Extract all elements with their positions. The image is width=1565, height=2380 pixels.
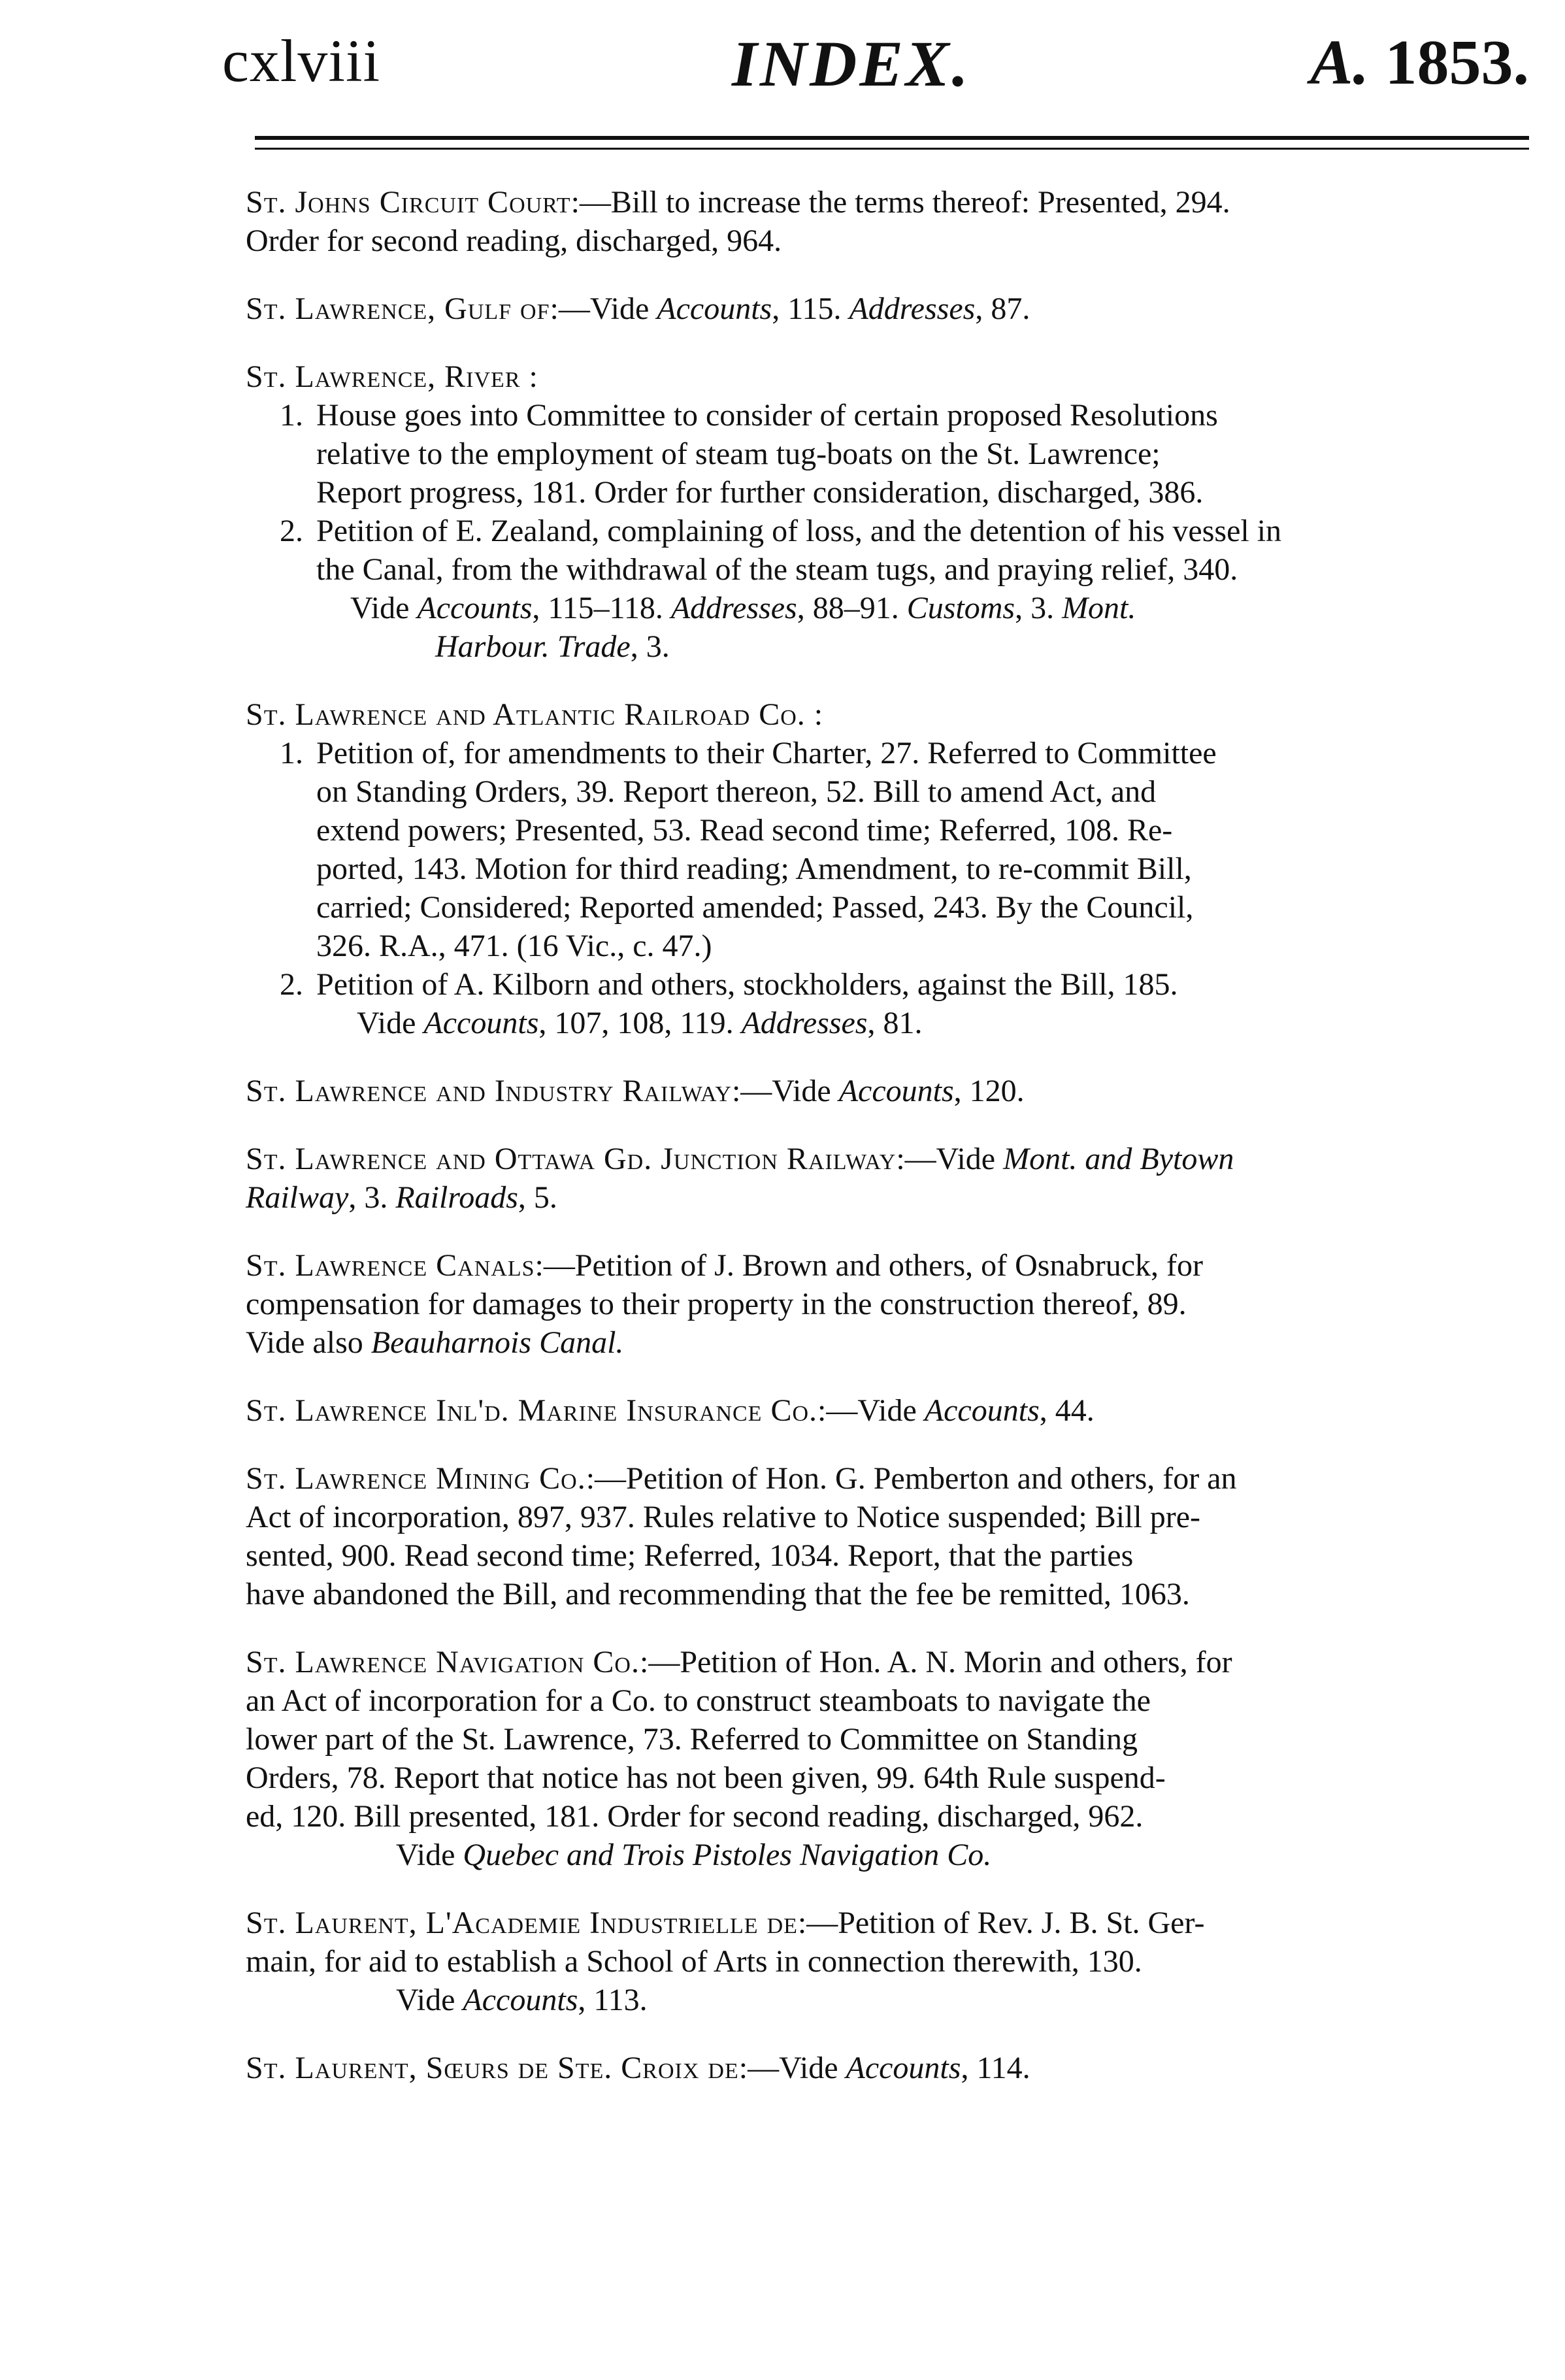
index-entry: St. Lawrence and Atlantic Railroad Co. : 1. Petition of, for amendments to their Charter, 27. Referred to Committee on Standing Orders, 39. Report thereon, 52. Bill to amend Act, and extend powers; Presented, 53. Read second time; Referred, 108. Re- ported, 143. Motion for third reading; Amendment, to re-commit Bill, carried; Considered; Reported amended; Passed, 243. By the Council, 326. R.A., 471. (16 Vic., c. 47.) 2. Petition of A. Kilborn and others, stockholders, against the Bill, 185. Vide Accounts, 107, 108, 119. Addresses, 81. bbox=[246, 695, 1540, 1042]
entry-heading: St. Lawrence and Atlantic Railroad Co. : bbox=[246, 697, 824, 732]
page-number: cxlviii bbox=[222, 27, 381, 94]
index-entry: St. Lawrence Inl'd. Marine Insurance Co.:—Vide Accounts, 44. bbox=[246, 1393, 1095, 1428]
page-header bbox=[222, 26, 1529, 111]
vide-reference: Vide Quebec and Trois Pistoles Navigation Co. bbox=[396, 1838, 992, 1872]
vide-reference: Vide Accounts, 107, 108, 119. Addresses, 81. bbox=[357, 1006, 923, 1040]
header-rule-thick bbox=[255, 136, 1529, 140]
entry-heading: St. Lawrence and Ottawa Gd. Junction Railway bbox=[246, 1142, 897, 1176]
index-entry: St. Lawrence and Ottawa Gd. Junction Railway:—Vide Mont. and Bytown Railway, 3. Railroads, 5. bbox=[246, 1142, 1234, 1215]
entry-heading: St. Lawrence Canals bbox=[246, 1248, 535, 1283]
entry-heading: St. Lawrence, Gulf of bbox=[246, 291, 550, 326]
header-rule-thin bbox=[255, 148, 1529, 150]
index-entry: St. Lawrence Canals:—Petition of J. Brown and others, of Osnabruck, for compensation for damages to their property in the construction thereof, 89. Vide also Beauharnois Canal. bbox=[246, 1248, 1204, 1360]
entry-heading: St. Laurent, L'Academie Industrielle de bbox=[246, 1906, 798, 1940]
index-entry: St. Lawrence, Gulf of:—Vide Accounts, 115. Addresses, 87. bbox=[246, 291, 1030, 326]
year-number: 1853. bbox=[1385, 27, 1529, 98]
entry-item: 2. Petition of E. Zealand, complaining of loss, and the detention of his vessel in bbox=[280, 514, 1282, 548]
index-entry: St. Lawrence and Industry Railway:—Vide Accounts, 120. bbox=[246, 1074, 1025, 1108]
index-entry: St. Laurent, L'Academie Industrielle de:—Petition of Rev. J. B. St. Ger- main, for aid to establish a School of Arts in connection therewith, 130. Vide Accounts, 113. bbox=[246, 1904, 1540, 2019]
vide-reference: Vide Accounts, 113. bbox=[396, 1983, 648, 2017]
index-entry: St. Lawrence, River : 1. House goes into Committee to consider of certain proposed Resolutions relative to the employment of steam tug-boats on the St. Lawrence; Report progress, 181. Order for further consideration, discharged, 386. 2. Petition of E. Zealand, complaining of loss, and the detention of his vessel in the Canal, from the withdrawal of the steam tugs, and praying relief, 340. Vide Accounts, 115–118. Addresses, 88–91. Customs, 3. Mont. Harbour. Trade, 3. bbox=[246, 357, 1540, 666]
entry-heading: St. Lawrence Navigation Co. bbox=[246, 1645, 640, 1679]
entry-heading: St. Laurent, Sœurs de Ste. Croix de bbox=[246, 2051, 739, 2085]
entry-heading: St. Lawrence, River : bbox=[246, 359, 538, 394]
index-content bbox=[246, 183, 1540, 2087]
entry-item: 1. House goes into Committee to consider of certain proposed Resolutions bbox=[280, 398, 1218, 433]
page-title: INDEX. bbox=[732, 27, 971, 100]
entry-heading: St. Lawrence and Industry Railway bbox=[246, 1074, 732, 1108]
entry-heading: St. Johns Circuit Court bbox=[246, 185, 571, 220]
index-entry: St. Lawrence Mining Co.:—Petition of Hon. G. Pemberton and others, for an Act of incorporation, 897, 937. Rules relative to Notice suspended; Bill pre- sented, 900. Read second time; Referred, 1034. Report, that the parties have abandoned the Bill, and recommending that the fee be remitted, 1063. bbox=[246, 1461, 1237, 1611]
index-entry: St. Lawrence Navigation Co.:—Petition of Hon. A. N. Morin and others, for an Act of incorporation for a Co. to construct steamboats to navigate the lower part of the St. Lawrence, 73. Referred to Committee on Standing Orders, 78. Report that notice has not been given, 99. 64th Rule suspend- ed, 120. Bill presented, 181. Order for second reading, discharged, 962. Vide Quebec and Trois Pistoles Navigation Co. bbox=[246, 1643, 1540, 1874]
vide-reference: Vide Accounts, 115–118. Addresses, 88–91. Customs, 3. Mont. bbox=[350, 591, 1136, 625]
index-entry: St. Laurent, Sœurs de Ste. Croix de:—Vide Accounts, 114. bbox=[246, 2051, 1030, 2085]
entry-item: 1. Petition of, for amendments to their Charter, 27. Referred to Committee bbox=[280, 736, 1217, 770]
year-letter: A. bbox=[1310, 27, 1369, 98]
entry-heading: St. Lawrence Mining Co. bbox=[246, 1461, 586, 1496]
index-entry: St. Johns Circuit Court:—Bill to increase the terms thereof: Presented, 294. Order for second reading, discharged, 964. bbox=[246, 185, 1230, 258]
entry-heading: St. Lawrence Inl'd. Marine Insurance Co. bbox=[246, 1393, 818, 1428]
page-year bbox=[1310, 26, 1529, 99]
entry-item: 2. Petition of A. Kilborn and others, stockholders, against the Bill, 185. bbox=[280, 967, 1178, 1002]
